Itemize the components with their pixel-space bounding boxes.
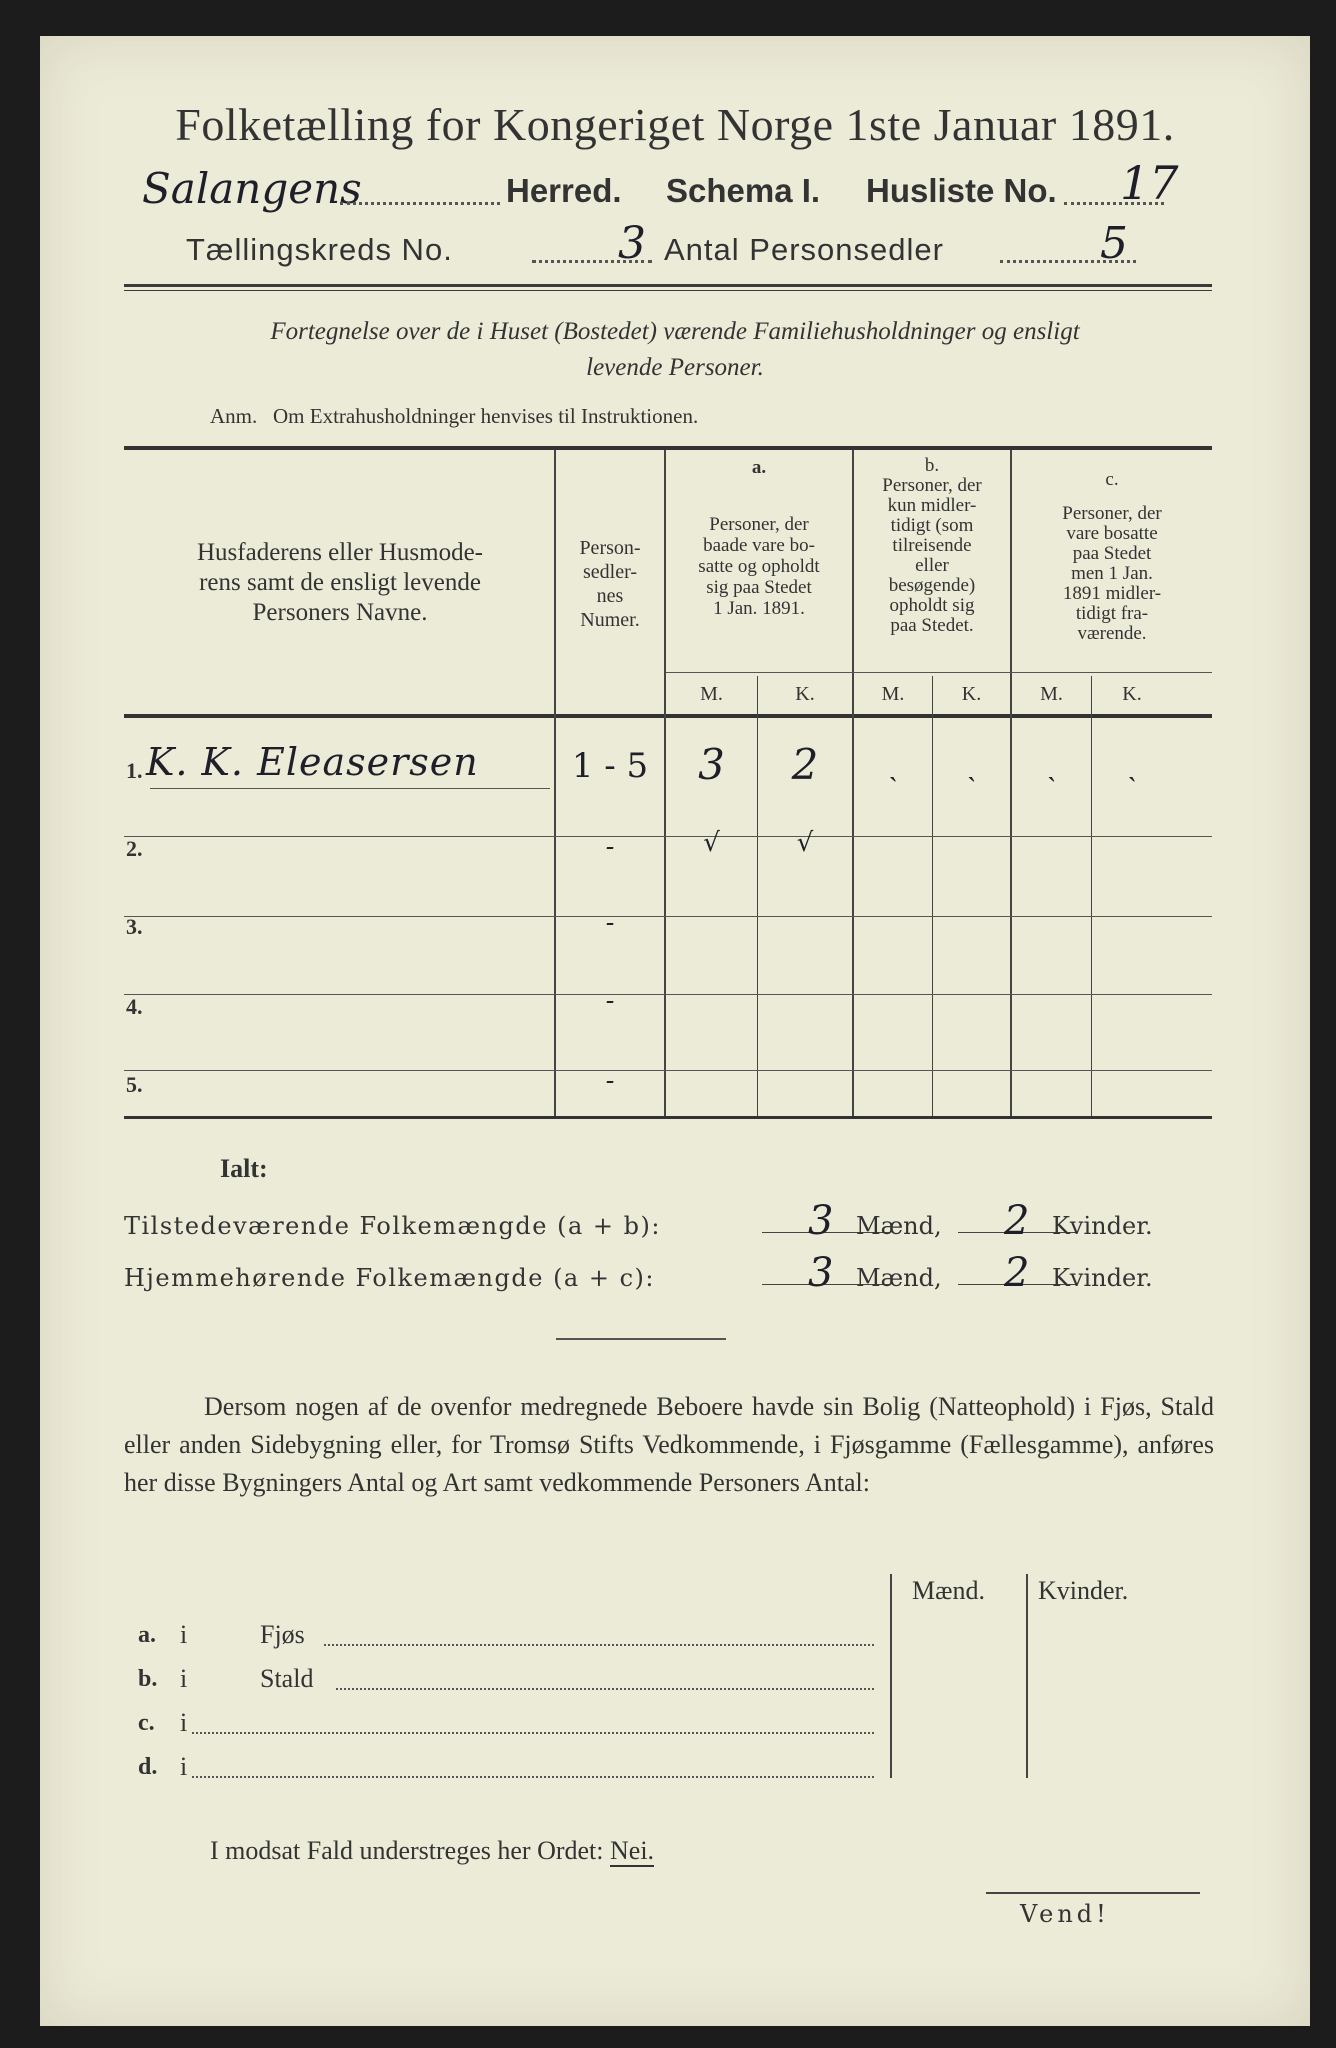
kreds-label: Tællingskreds No.: [186, 232, 453, 267]
row-number: 1.: [126, 758, 143, 783]
item-prep: i: [180, 1620, 188, 1649]
maend-label: Mænd,: [856, 1264, 942, 1292]
intro-line-1: Fortegnelse over de i Huset (Bostedet) værende Familiehusholdninger og ensligt: [270, 318, 1080, 345]
count-a-m: 3: [698, 740, 725, 789]
tilstede-maend-value: 3: [808, 1198, 834, 1244]
count-c-m: ˎ: [1046, 748, 1057, 783]
item-label: Fjøs: [260, 1620, 305, 1649]
kreds-value: 3: [618, 218, 646, 269]
hjemme-maend-value: 3: [808, 1250, 834, 1296]
table-header-rule: [124, 714, 1212, 718]
header-names: Husfaderens eller Husmode- rens samt de ensligt levende Personers Navne.: [196, 539, 483, 626]
sedler-range: -: [605, 908, 615, 938]
count-b-k: ˎ: [966, 748, 977, 783]
hjemme-kvinder-value: 2: [1004, 1250, 1030, 1296]
instruction-note: Anm. Om Extrahusholdninger henvises til Instruktionen.: [210, 404, 699, 428]
maend-label: Mænd,: [856, 1212, 942, 1240]
herred-value: Salangens: [142, 164, 362, 213]
header-rule-bottom: [124, 290, 1212, 291]
schema-label: Schema I.: [666, 172, 821, 209]
buildings-col-divider: [890, 1574, 892, 1778]
row-rule: [124, 1070, 1212, 1071]
vend-label: Vend!: [1020, 1900, 1110, 1928]
item-letter: a.: [138, 1622, 156, 1648]
header-numbers: Person- sedler- nes Numer.: [579, 537, 641, 631]
herred-label: Herred.: [506, 172, 622, 209]
ialt-label: Ialt:: [220, 1154, 268, 1183]
col-subdivider: [932, 676, 933, 1116]
herred-dots: [340, 202, 500, 205]
header-c: Personer, der vare bosatte paa Stedet men 1 Jan. 1891 midler- tidigt fra- værende.: [1062, 503, 1162, 644]
item-letter: d.: [138, 1754, 158, 1780]
count-a-k: 2: [791, 740, 819, 789]
row-number: 2.: [126, 836, 143, 861]
row-number: 5.: [126, 1072, 143, 1097]
census-form-page: [40, 36, 1310, 2026]
count-c-k: ˎ: [1127, 748, 1137, 783]
vend-rule: [986, 1892, 1200, 1894]
col-subdivider: [1091, 676, 1092, 1116]
table-bottom-rule: [124, 1116, 1212, 1119]
kvinder-label: Kvinder.: [1052, 1212, 1153, 1240]
form-title: Folketælling for Kongeriget Norge 1ste Januar 1891.: [175, 99, 1175, 150]
item-prep: i: [180, 1664, 188, 1693]
count-b-m: ˎ: [888, 748, 898, 783]
count-a-k: √: [796, 828, 814, 858]
item-prep: i: [180, 1752, 188, 1781]
husliste-value: 17: [1120, 156, 1179, 210]
row-rule: [124, 916, 1212, 917]
buildings-paragraph: Dersom nogen af de ovenfor medregnede Beboere havde sin Bolig (Natteophold) i Fjøs, Stald eller anden Sidebygning eller, for Tromsø Stifts Vedkommende, i Fjøsgamme (Fællesgamme), anføres her disse Bygningers Antal og Art samt vedkommende Personers Antal:: [124, 1392, 1214, 1497]
buildings-maend-header: Mænd.: [912, 1576, 985, 1605]
hjemme-label: Hjemmehørende Folkemængde (a + c):: [124, 1264, 655, 1292]
m-label: M.: [700, 683, 723, 705]
nei-word: Nei.: [610, 1836, 655, 1865]
item-dots: [192, 1732, 874, 1734]
sedler-range: -: [605, 832, 615, 862]
section-divider: [556, 1338, 726, 1340]
tilstede-kvinder-value: 2: [1004, 1198, 1030, 1244]
buildings-kvinder-header: Kvinder.: [1038, 1576, 1129, 1605]
item-prep: i: [180, 1708, 188, 1737]
m-label: M.: [1040, 683, 1063, 705]
antal-label: Antal Personsedler: [664, 232, 944, 267]
sedler-range: -: [605, 1066, 615, 1096]
m-label: M.: [881, 683, 905, 705]
k-label: K.: [795, 683, 815, 705]
row-rule: [124, 994, 1212, 995]
name-underline: [150, 788, 550, 789]
household-name: K. K. Eleasersen: [146, 740, 479, 784]
item-dots: [324, 1644, 874, 1646]
header-b: Personer, der kun midler- tidigt (som tilreisende eller besøgende) opholdt sig paa Stedet.: [882, 475, 982, 636]
item-letter: b.: [138, 1666, 158, 1692]
row-number: 4.: [126, 994, 143, 1019]
header-rule-top: [124, 284, 1212, 287]
tilstede-label: Tilstedeværende Folkemængde (a + b):: [124, 1212, 661, 1240]
mk-rule: [666, 672, 1212, 673]
header-b-letter: b.: [924, 455, 940, 476]
header-c-letter: c.: [1105, 469, 1119, 490]
count-a-m: √: [703, 828, 720, 858]
row-number: 3.: [126, 914, 143, 939]
nei-prefix: I modsat Fald understreges her Ordet:: [210, 1836, 604, 1865]
antal-value: 5: [1100, 218, 1128, 269]
sedler-range: -: [605, 986, 615, 1016]
item-dots: [336, 1688, 874, 1690]
item-label: Stald: [260, 1664, 314, 1693]
kvinder-label: Kvinder.: [1052, 1264, 1153, 1292]
header-a-letter: a.: [751, 457, 767, 478]
item-dots: [192, 1776, 874, 1778]
intro-line-2: levende Personer.: [586, 354, 764, 381]
header-a: Personer, der baade vare bo- satte og opholdt sig paa Stedet 1 Jan. 1891.: [698, 514, 820, 619]
k-label: K.: [961, 683, 982, 705]
item-letter: c.: [138, 1710, 155, 1736]
sedler-range: 1 - 5: [571, 746, 649, 786]
k-label: K.: [1122, 683, 1142, 705]
nei-instruction: [210, 1832, 654, 1870]
buildings-col-divider: [1026, 1574, 1028, 1778]
husliste-label: Husliste No.: [866, 172, 1057, 209]
table-top-rule: [124, 446, 1212, 450]
